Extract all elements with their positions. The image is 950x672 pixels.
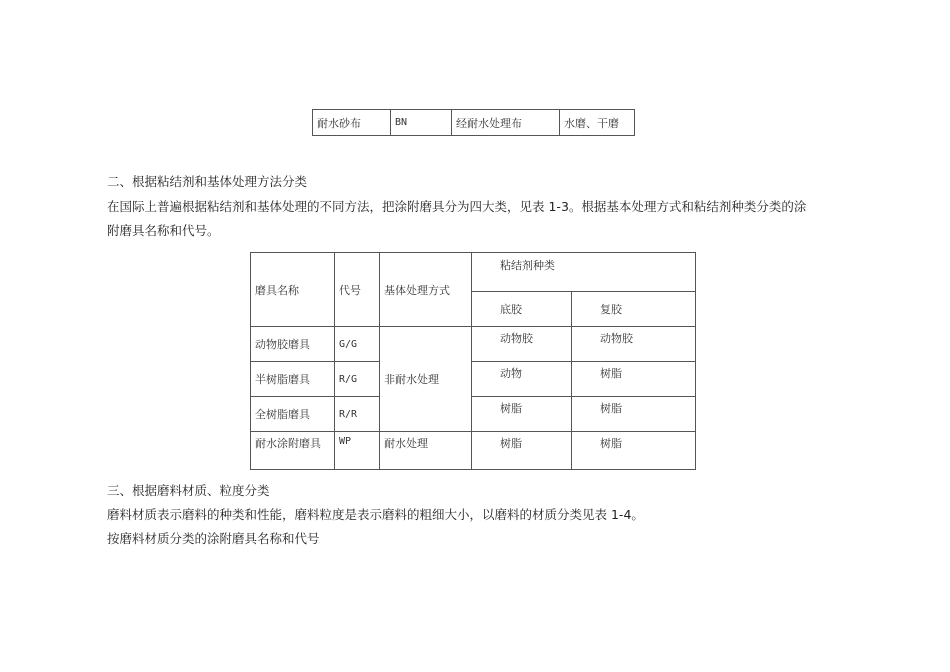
table-caption: 按磨料材质分类的涂附磨具名称和代号 [107,531,320,546]
table-cell: 耐水处理 [380,432,472,470]
table-cell: 树脂 [572,362,696,397]
table-cell: 半树脂磨具 [251,362,335,397]
table-cell: 水磨、干磨 [560,110,635,136]
table-cell: 动物 [472,362,572,397]
paragraph [107,195,887,243]
table-row [251,397,696,432]
binder-table [250,252,696,470]
table-row [251,327,696,362]
table-cell: WP [335,432,380,470]
header-cell: 基体处理方式 [380,253,472,327]
header-cell: 代号 [335,253,380,327]
table-cell: 耐水砂布 [313,110,391,136]
table-header-row [251,253,696,292]
table-cell: 树脂 [472,432,572,470]
table-row [251,432,696,470]
header-cell: 磨具名称 [251,253,335,327]
table-cell: G/G [335,327,380,362]
table-cell: 动物胶 [472,327,572,362]
header-cell: 复胶 [572,292,696,327]
table-row [251,362,696,397]
table-cell: R/R [335,397,380,432]
table-cell: 耐水涂附磨具 [251,432,335,470]
section-heading: 二、根据粘结剂和基体处理方法分类 [107,174,308,189]
table-cell: 非耐水处理 [380,327,472,432]
table-cell: 动物胶磨具 [251,327,335,362]
table-cell: 树脂 [572,397,696,432]
paragraph-line: 附磨具名称和代号。 [107,223,220,238]
header-cell: 底胶 [472,292,572,327]
section-heading: 三、根据磨料材质、粒度分类 [107,483,270,498]
header-cell: 粘结剂种类 [472,253,696,292]
table-cell: BN [391,110,452,136]
paragraph: 磨料材质表示磨料的种类和性能，磨料粒度是表示磨料的粗细大小，以磨料的材质分类见表 1-4。 [107,507,644,522]
table-cell: 全树脂磨具 [251,397,335,432]
table-cell: 经耐水处理布 [452,110,560,136]
table-cell: 树脂 [572,432,696,470]
paragraph-line: 在国际上普遍根据粘结剂和基体处理的不同方法，把涂附磨具分为四大类，见表 1-3。根据基本处理方式和粘结剂种类分类的涂 [107,199,807,214]
table-cell: 动物胶 [572,327,696,362]
table-row [313,110,635,136]
table-cell: R/G [335,362,380,397]
top-table [312,109,635,136]
table-cell: 树脂 [472,397,572,432]
